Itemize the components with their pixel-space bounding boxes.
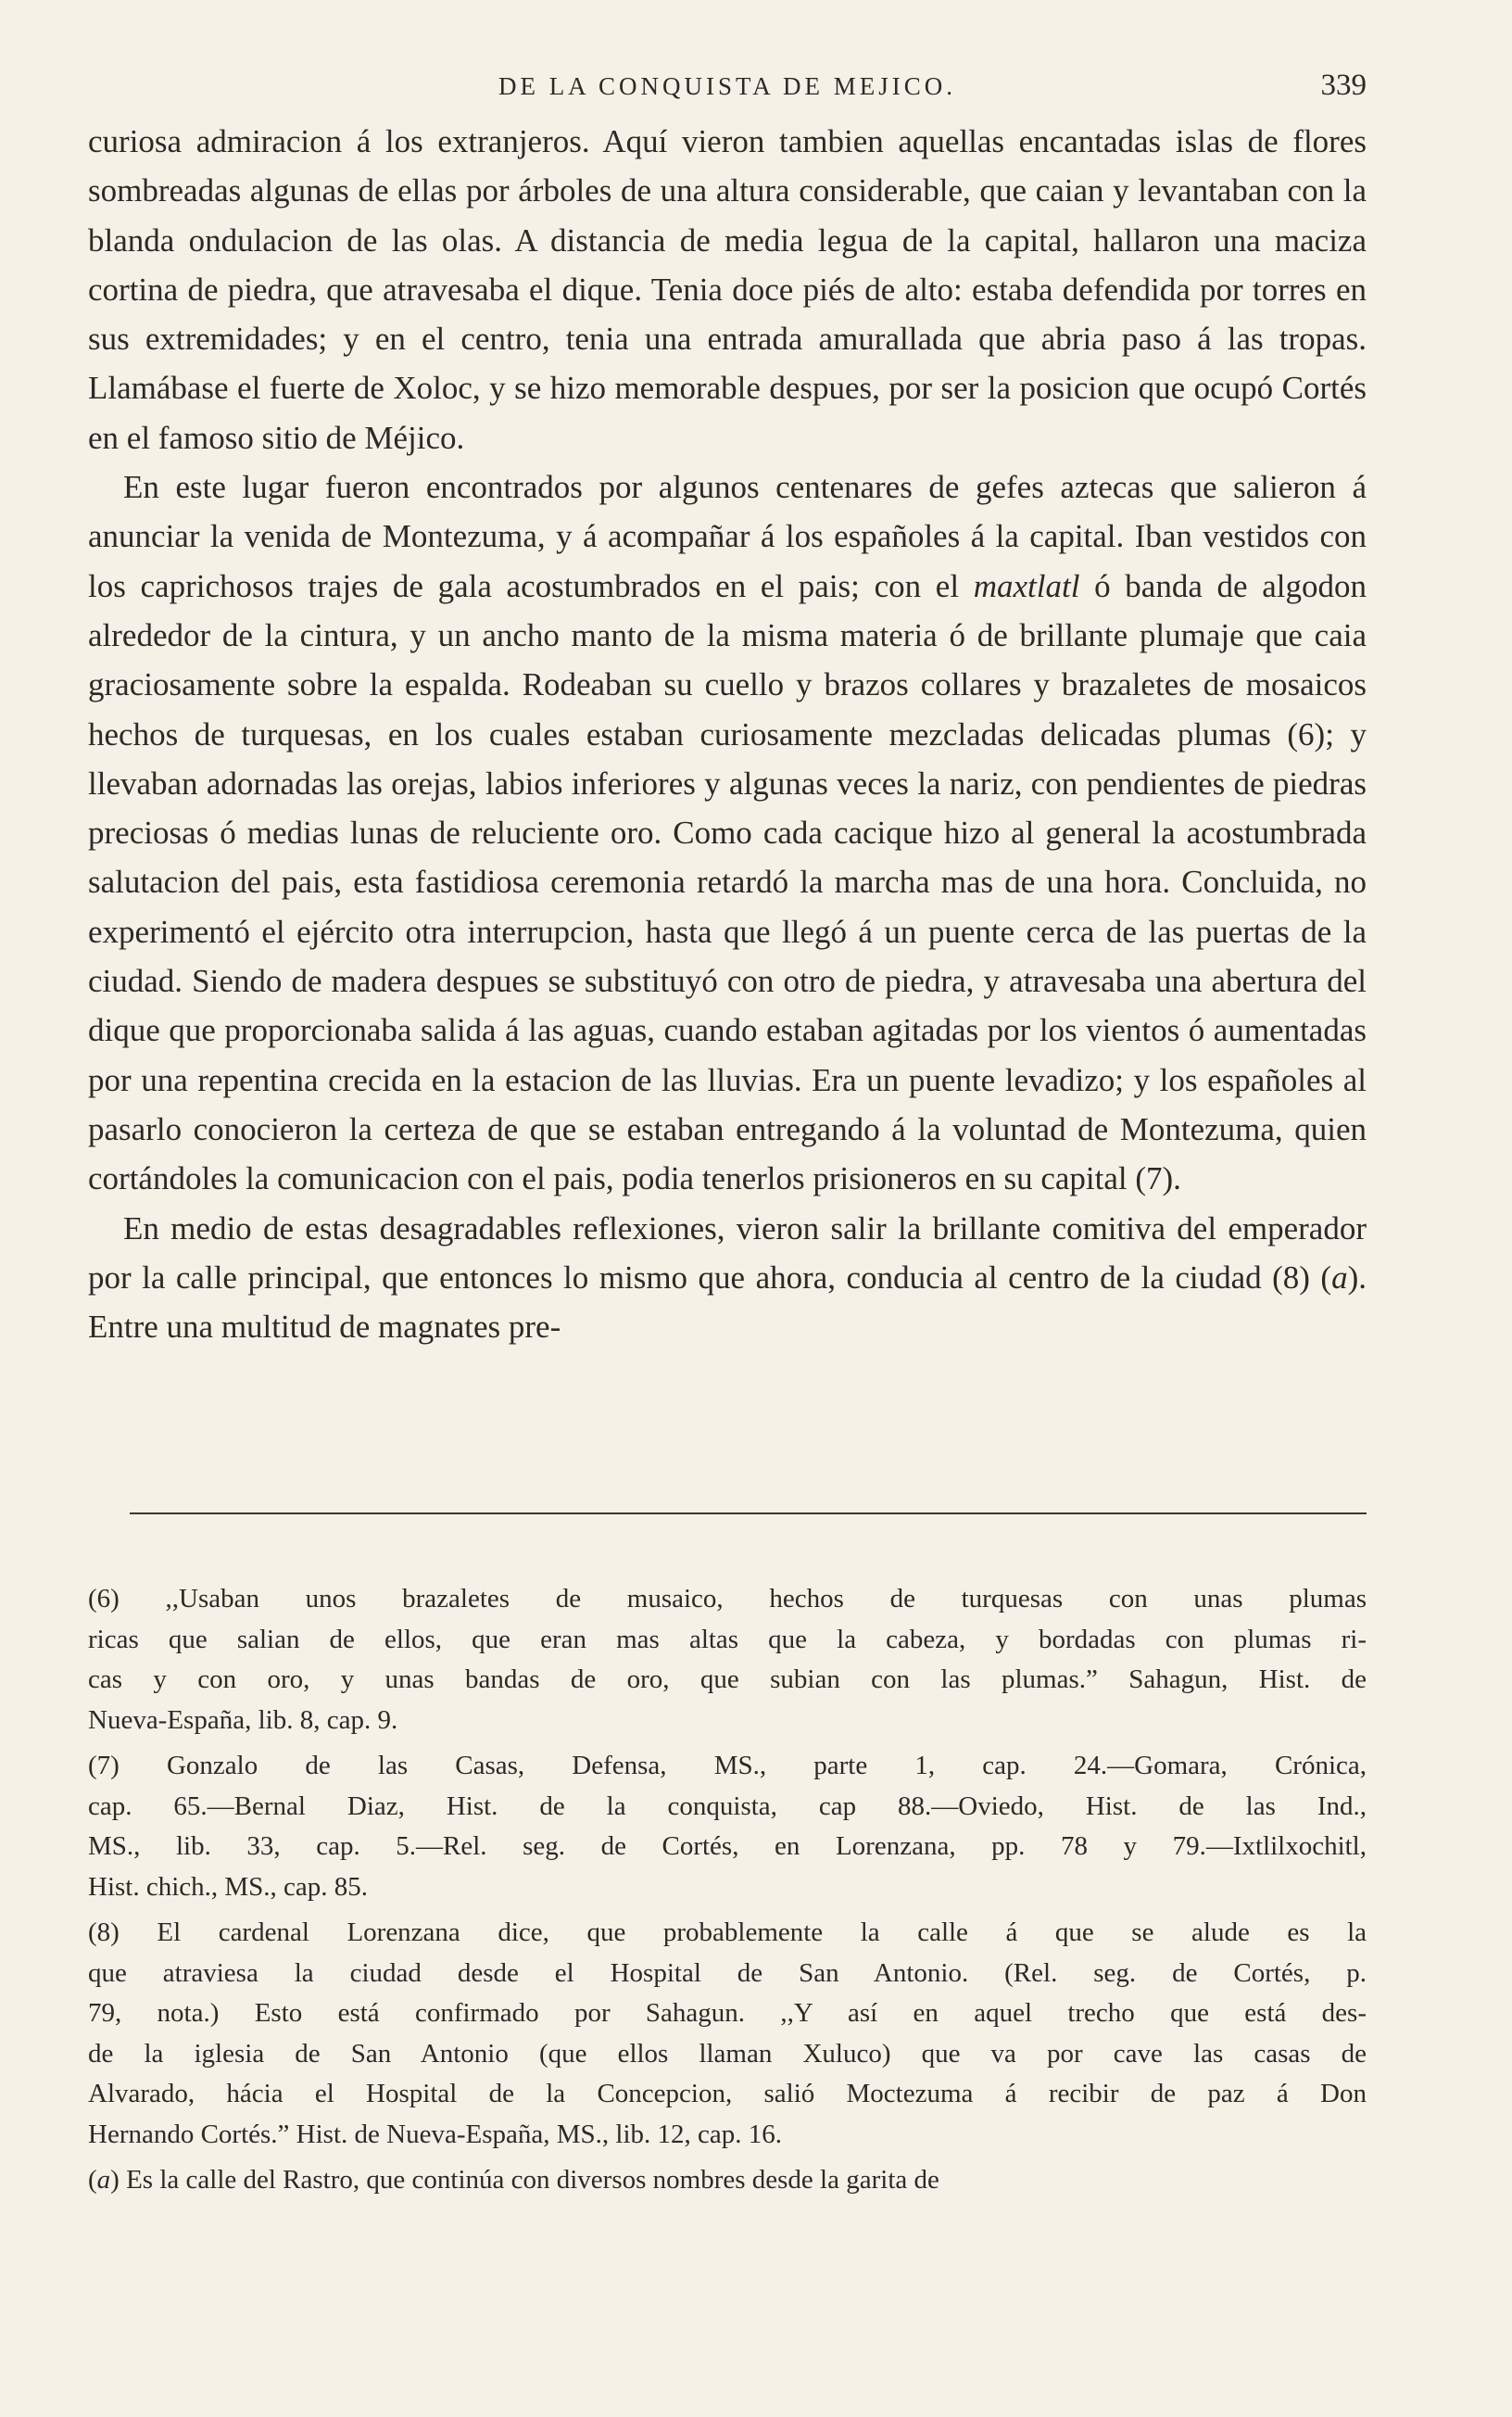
footnote-6-line: cas y con oro, y unas bandas de oro, que subian con las plumas.” Sahagun, Hist. de <box>88 1664 1367 1694</box>
paragraph-3-italic-note-ref: a <box>1331 1259 1348 1296</box>
footnote-8 <box>88 1913 1367 2155</box>
footnote-6 <box>88 1579 1367 1740</box>
footnote-a-line: Es la calle del Rastro, que continúa con diversos nombres desde la garita de <box>126 2165 939 2195</box>
footnote-7-line: Gonzalo de las Casas, Defensa, MS., parte 1, cap. 24.—Gomara, Crónica, <box>166 1751 1367 1780</box>
footnote-8-line: que atraviesa la ciudad desde el Hospital de San Antonio. (Rel. seg. de Cortés, p. <box>88 1957 1367 1988</box>
footnote-rule <box>130 1512 1367 1514</box>
paragraph-2-part-a: En este lugar fueron encontrados por algunos centenares de gefes aztecas que salieron á anunciar la venida de Montezuma, y á acompañar á los españoles á la capital. Iban vestidos con los caprichosos trajes de gala acostumbrados en el pais; con el <box>88 469 1367 604</box>
footnote-8-line: El cardenal Lorenzana dice, que probablemente la calle á que se alude es la <box>157 1917 1367 1947</box>
paragraph-3-part-a: En medio de estas desagradables reflexiones, vieron salir la brillante comitiva del emperador por la calle principal, que entonces lo mismo que ahora, conducia al centro de la ciudad (8) ( <box>88 1209 1367 1296</box>
footnote-8-line: Alvarado, hácia el Hospital de la Concepcion, salió Moctezuma á recibir de paz á Don <box>88 2079 1367 2108</box>
footnote-8-line: 79, nota.) Esto está confirmado por Sahagun. ,,Y así en aquel trecho que está des- <box>88 1998 1367 2028</box>
footnote-8-line: de la iglesia de San Antonio (que ellos llaman Xuluco) que va por cave las casas de <box>88 2038 1367 2069</box>
footnote-a-paren-close: ) <box>110 2165 120 2195</box>
paragraph-3 <box>88 1204 1367 1352</box>
paragraph-2-part-b: ó banda de algodon alrededor de la cintura, y un ancho manto de la misma materia ó de brillante plumaje que caia graciosamente sobre la espalda. Rodeaban su cuello y brazos collares y brazaletes de mosaicos hechos de turquesas, en los cuales estaban curiosamente mezcladas delicadas plumas (6); y llevaban adornadas las orejas, labios inferiores y algunas veces la nariz, con pendientes de piedras preciosas ó medias lunas de reluciente oro. Como cada cacique hizo al general la acostumbrada salutacion del pais, esta fastidiosa ceremonia retardó la marcha mas de una hora. Concluida, no experimentó el ejército otra interrupcion, hasta que llegó á un puente cerca de las puertas de la ciudad. Siendo de madera despues se substituyó con otro de piedra, y atravesaba una abertura del dique que proporcionaba salida á las aguas, cuando estaban agitadas por los vientos ó aumentadas por una repentina crecida en la estacion de las lluvias. Era un puente levadizo; y los españoles al pasarlo conocieron la certeza de que se estaban entregando á la voluntad de Montezuma, quien cortándoles la comunicacion con el pais, podia tenerlos prisioneros en su capital (7). <box>88 567 1367 1197</box>
running-title: DE LA CONQUISTA DE MEJICO. <box>498 72 957 100</box>
footnote-8-line: Hernando Cortés.” Hist. de Nueva-España, MS., lib. 12, cap. 16. <box>88 2119 783 2149</box>
paragraph-1: curiosa admiracion á los extranjeros. Aquí vieron tambien aquellas encantadas islas de flores sombreadas algunas de ellas por árboles de una altura considerable, que caian y levantaban con la blanda ondulacion de las olas. A distancia de media legua de la capital, hallaron una maciza cortina de piedra, que atravesaba el dique. Tenia doce piés de alto: estaba defendida por torres en sus extremidades; y en el centro, tenia una entrada amurallada que abria paso á las tropas. Llamábase el fuerte de Xoloc, y se hizo memorable despues, por ser la posicion que ocupó Cortés en el famoso sitio de Méjico. <box>88 123 1367 456</box>
footnote-6-line: ,,Usaban unos brazaletes de musaico, hechos de turquesas con unas plumas <box>165 1584 1367 1613</box>
footnote-8-label: (8) <box>88 1917 120 1947</box>
page-number: 339 <box>1320 69 1367 102</box>
page-header <box>88 69 1367 109</box>
footnote-7-line: cap. 65.—Bernal Diaz, Hist. de la conquista, cap 88.—Oviedo, Hist. de las Ind., <box>88 1791 1367 1821</box>
footnote-6-line: Nueva-España, lib. 8, cap. 9. <box>88 1704 398 1735</box>
footnote-6-label: (6) <box>88 1584 120 1613</box>
footnote-a-letter: a <box>96 2165 111 2195</box>
footnote-a-label <box>88 2165 120 2195</box>
footnote-7-label: (7) <box>88 1751 120 1780</box>
footnote-6-line: ricas que salian de ellos, que eran mas altas que la cabeza, y bordadas con plumas ri- <box>88 1624 1367 1654</box>
main-text <box>88 117 1367 1351</box>
footnote-7 <box>88 1746 1367 1907</box>
footnote-7-line: MS., lib. 33, cap. 5.—Rel. seg. de Cortés, en Lorenzana, pp. 78 y 79.—Ixtlilxochitl, <box>88 1831 1367 1861</box>
paragraph-2-italic-term: maxtlatl <box>973 567 1080 604</box>
footnotes <box>88 1579 1367 2201</box>
paragraph-2 <box>88 462 1367 1203</box>
footnote-7-line: Hist. chich., MS., cap. 85. <box>88 1871 369 1902</box>
footnote-a-paren-open: ( <box>88 2165 97 2195</box>
paragraph-3-part-b: ). Entre una multitud de magnates pre- <box>88 1259 1367 1346</box>
footnote-a <box>88 2160 1367 2201</box>
